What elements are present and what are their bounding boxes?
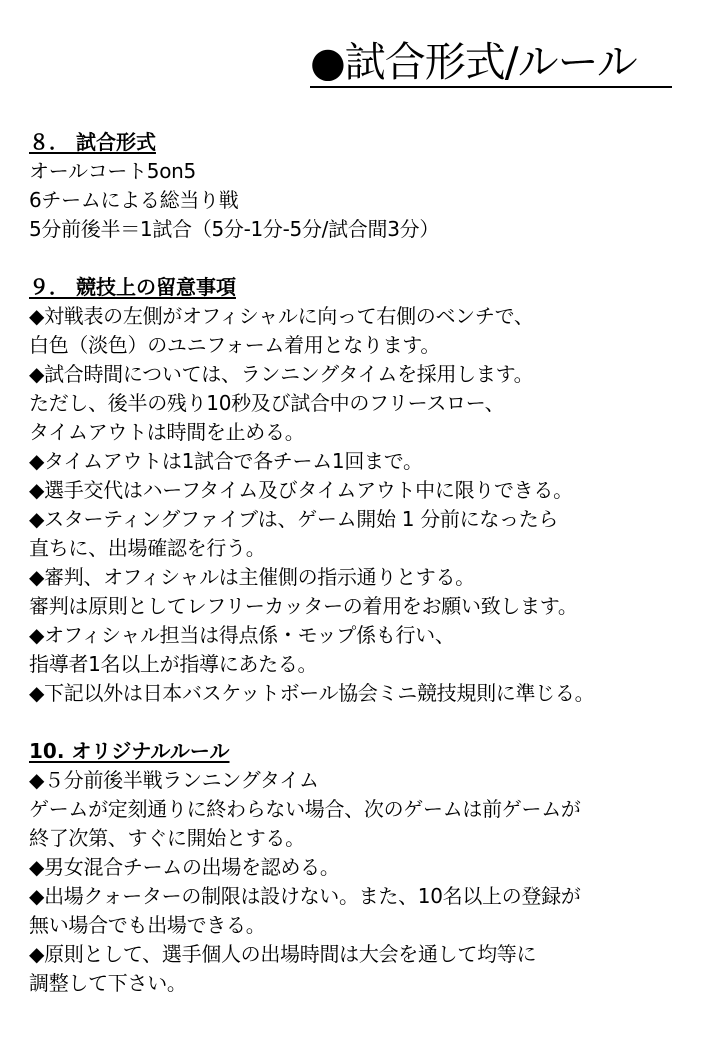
text-line: ◆試合時間については、ランニングタイムを採用します。 bbox=[29, 362, 534, 386]
text-line: 調整して下さい。 bbox=[29, 971, 187, 995]
page-title: ●試合形式/ルール bbox=[310, 36, 672, 88]
section-competition-notes bbox=[29, 273, 717, 708]
text-line: ゲームが定刻通りに終わらない場合、次のゲームは前ゲームが bbox=[29, 797, 581, 821]
document-body bbox=[29, 128, 717, 998]
text-line: ◆選手交代はハーフタイム及びタイムアウト中に限りできる。 bbox=[29, 478, 573, 502]
section-heading: 10. オリジナルルール bbox=[29, 739, 230, 763]
text-line: ◆５分前後半戦ランニングタイム bbox=[29, 768, 319, 792]
text-line: 直ちに、出場確認を行う。 bbox=[29, 536, 266, 560]
section-heading: ９． 競技上の留意事項 bbox=[29, 275, 236, 299]
text-line: 6チームによる総当り戦 bbox=[29, 188, 239, 212]
text-line: ◆原則として、選手個人の出場時間は大会を通して均等に bbox=[29, 942, 537, 966]
text-line: ただし、後半の残り10秒及び試合中のフリースロー、 bbox=[29, 391, 505, 415]
text-line: タイムアウトは時間を止める。 bbox=[29, 420, 305, 444]
text-line: ◆出場クォーターの制限は設けない。また、10名以上の登録が bbox=[29, 884, 581, 908]
text-line: ◆オフィシャル担当は得点係・モップ係も行い、 bbox=[29, 623, 455, 647]
text-line: オールコート5on5 bbox=[29, 159, 196, 183]
text-line: ◆タイムアウトは1試合で各チーム1回まで。 bbox=[29, 449, 423, 473]
section-match-format bbox=[29, 128, 717, 244]
text-line: ◆男女混合チームの出場を認める。 bbox=[29, 855, 340, 879]
text-line: 5分前後半＝1試合（5分-1分-5分/試合間3分） bbox=[29, 217, 440, 241]
section-original-rules bbox=[29, 737, 717, 998]
text-line: 無い場合でも出場できる。 bbox=[29, 913, 266, 937]
text-line: 審判は原則としてレフリーカッターの着用をお願い致します。 bbox=[29, 594, 578, 618]
text-line: ◆対戦表の左側がオフィシャルに向って右側のベンチで、 bbox=[29, 304, 534, 328]
text-line: ◆下記以外は日本バスケットボール協会ミニ競技規則に準じる。 bbox=[29, 681, 595, 705]
text-line: 指導者1名以上が指導にあたる。 bbox=[29, 652, 318, 676]
text-line: ◆審判、オフィシャルは主催側の指示通りとする。 bbox=[29, 565, 475, 589]
text-line: ◆スターティングファイブは、ゲーム開始 1 分前になったら bbox=[29, 507, 559, 531]
section-heading: ８． 試合形式 bbox=[29, 130, 156, 154]
text-line: 終了次第、すぐに開始とする。 bbox=[29, 826, 305, 850]
text-line: 白色（淡色）のユニフォーム着用となります。 bbox=[29, 333, 441, 357]
